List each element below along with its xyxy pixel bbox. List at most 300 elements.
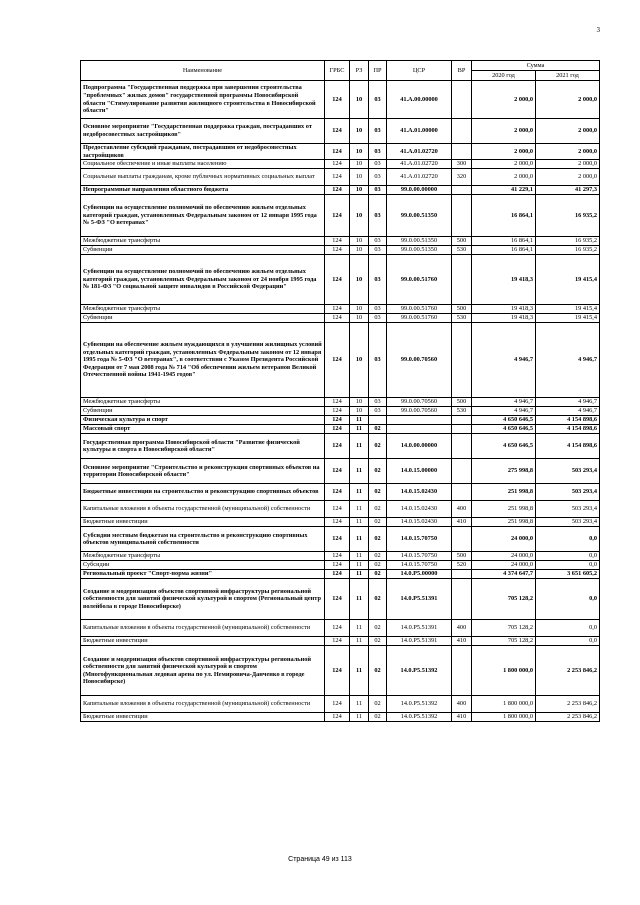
row-pr: 02 [369, 696, 387, 713]
row-grbs: 124 [325, 518, 350, 527]
row-name: Капитальные вложения в объекты государственной (муниципальной) собственности [81, 696, 325, 713]
row-rz: 11 [350, 579, 369, 620]
row-sum-2020: 2 000,0 [472, 81, 536, 119]
row-sum-2020: 251 998,8 [472, 501, 536, 518]
table-row [81, 459, 600, 484]
row-sum-2021: 2 253 846,2 [536, 713, 600, 722]
row-vr [452, 570, 472, 579]
row-rz: 10 [350, 81, 369, 119]
row-name: Капитальные вложения в объекты государственной (муниципальной) собственности [81, 620, 325, 637]
row-csr: 41.А.01.02720 [387, 169, 452, 186]
row-sum-2021: 4 154 898,6 [536, 434, 600, 459]
row-rz: 11 [350, 620, 369, 637]
row-vr [452, 425, 472, 434]
row-sum-2020: 4 946,7 [472, 323, 536, 398]
row-sum-2020: 19 418,3 [472, 305, 536, 314]
table-row [81, 570, 600, 579]
row-vr: 410 [452, 518, 472, 527]
row-name: Субвенции [81, 407, 325, 416]
row-csr: 14.0.P5.51391 [387, 637, 452, 646]
table-row [81, 416, 600, 425]
row-vr: 320 [452, 169, 472, 186]
row-pr: 03 [369, 186, 387, 195]
row-vr: 500 [452, 305, 472, 314]
row-pr: 02 [369, 561, 387, 570]
row-pr: 02 [369, 484, 387, 501]
row-grbs: 124 [325, 459, 350, 484]
row-csr: 99.0.00.51760 [387, 305, 452, 314]
row-rz: 11 [350, 696, 369, 713]
row-rz: 10 [350, 144, 369, 160]
row-pr: 03 [369, 314, 387, 323]
row-grbs: 124 [325, 255, 350, 305]
row-rz: 10 [350, 237, 369, 246]
row-vr [452, 527, 472, 552]
row-csr: 14.0.P5.51392 [387, 646, 452, 696]
row-csr: 99.0.00.51350 [387, 246, 452, 255]
row-vr [452, 81, 472, 119]
row-vr [452, 255, 472, 305]
row-name: Межбюджетные трансферты [81, 305, 325, 314]
row-sum-2020: 705 128,2 [472, 579, 536, 620]
row-csr [387, 416, 452, 425]
row-vr [452, 579, 472, 620]
row-vr: 530 [452, 246, 472, 255]
row-pr: 02 [369, 527, 387, 552]
row-name: Субвенции на осуществление полномочий по обеспечению жильем отдельных категорий граждан, установленных Федеральным законом от 24 ноября 1995 года № 181-ФЗ "О социальной защите инвалидов в Российской Федерации" [81, 255, 325, 305]
row-sum-2021: 503 293,4 [536, 501, 600, 518]
row-pr: 02 [369, 434, 387, 459]
row-pr [369, 416, 387, 425]
row-rz: 10 [350, 195, 369, 237]
row-name: Основное мероприятие "Государственная поддержка граждан, пострадавших от недобросовестных застройщиков" [81, 119, 325, 144]
row-sum-2021: 2 000,0 [536, 119, 600, 144]
row-vr: 530 [452, 407, 472, 416]
row-pr: 03 [369, 407, 387, 416]
row-sum-2021: 4 946,7 [536, 323, 600, 398]
row-sum-2020: 16 864,1 [472, 246, 536, 255]
row-vr [452, 484, 472, 501]
row-rz: 11 [350, 484, 369, 501]
header-vr: ВР [452, 61, 472, 81]
row-name: Создание и модернизация объектов спортивной инфраструктуры региональной собственности для занятий физической культурой и спортом (Региональный центр волейбола в городе Новосибирске) [81, 579, 325, 620]
row-vr: 400 [452, 501, 472, 518]
row-sum-2021: 2 253 846,2 [536, 696, 600, 713]
table-row [81, 620, 600, 637]
row-grbs: 124 [325, 696, 350, 713]
row-pr: 03 [369, 246, 387, 255]
row-rz: 11 [350, 561, 369, 570]
row-name: Социальное обеспечение и иные выплаты населению [81, 160, 325, 169]
row-csr: 99.0.00.51760 [387, 255, 452, 305]
row-grbs: 124 [325, 552, 350, 561]
row-sum-2020: 24 000,0 [472, 527, 536, 552]
row-name: Субсидии [81, 561, 325, 570]
row-vr [452, 186, 472, 195]
row-rz: 11 [350, 646, 369, 696]
row-grbs: 124 [325, 434, 350, 459]
row-name: Создание и модернизация объектов спортивной инфраструктуры региональной собственности для занятий физической культурой и спортом (Многофункциональная ледовая арена по ул. Немировича-Данченко в городе Новосибирске) [81, 646, 325, 696]
row-csr: 14.0.P5.51391 [387, 620, 452, 637]
row-vr: 410 [452, 637, 472, 646]
table-row [81, 323, 600, 398]
page-number: 3 [596, 26, 600, 34]
row-pr: 02 [369, 518, 387, 527]
row-grbs: 124 [325, 323, 350, 398]
row-csr: 99.0.00.70560 [387, 398, 452, 407]
row-grbs: 124 [325, 246, 350, 255]
header-year-2021: 2021 год [536, 71, 600, 81]
row-sum-2021: 0,0 [536, 561, 600, 570]
row-name: Государственная программа Новосибирской области "Развитие физической культуры и спорта в Новосибирской области" [81, 434, 325, 459]
row-vr [452, 195, 472, 237]
row-pr: 03 [369, 255, 387, 305]
row-csr: 14.0.15.02430 [387, 518, 452, 527]
row-sum-2020: 2 000,0 [472, 169, 536, 186]
row-name: Бюджетные инвестиции на строительство и реконструкцию спортивных объектов [81, 484, 325, 501]
row-grbs: 124 [325, 195, 350, 237]
row-sum-2021: 41 297,3 [536, 186, 600, 195]
table-row [81, 696, 600, 713]
row-name: Субвенции [81, 314, 325, 323]
row-csr: 14.0.15.70750 [387, 527, 452, 552]
row-grbs: 124 [325, 169, 350, 186]
row-vr [452, 459, 472, 484]
row-rz: 11 [350, 416, 369, 425]
row-csr: 14.0.P5.00000 [387, 570, 452, 579]
row-vr: 530 [452, 314, 472, 323]
row-vr: 500 [452, 237, 472, 246]
header-name: Наименование [81, 61, 325, 81]
row-csr: 14.0.15.70750 [387, 561, 452, 570]
row-vr: 400 [452, 696, 472, 713]
row-name: Региональный проект "Спорт-норма жизни" [81, 570, 325, 579]
row-csr: 41.А.01.02720 [387, 144, 452, 160]
row-csr: 14.0.15.02430 [387, 501, 452, 518]
row-sum-2021: 0,0 [536, 527, 600, 552]
row-sum-2021: 19 415,4 [536, 305, 600, 314]
row-sum-2020: 2 000,0 [472, 160, 536, 169]
table-row [81, 527, 600, 552]
row-sum-2021: 19 415,4 [536, 255, 600, 305]
row-sum-2021: 503 293,4 [536, 459, 600, 484]
row-rz: 11 [350, 501, 369, 518]
row-vr: 500 [452, 398, 472, 407]
row-rz: 10 [350, 169, 369, 186]
row-grbs: 124 [325, 620, 350, 637]
table-row [81, 237, 600, 246]
row-name: Субвенции на осуществление полномочий по обеспечению жильем отдельных категорий граждан, установленных Федеральным законом от 12 января 1995 года № 5-ФЗ "О ветеранах" [81, 195, 325, 237]
row-pr: 03 [369, 169, 387, 186]
row-sum-2021: 4 154 898,6 [536, 416, 600, 425]
row-grbs: 124 [325, 637, 350, 646]
row-grbs: 124 [325, 314, 350, 323]
row-sum-2020: 1 800 000,0 [472, 713, 536, 722]
row-grbs: 124 [325, 160, 350, 169]
table-row [81, 518, 600, 527]
row-sum-2020: 1 800 000,0 [472, 696, 536, 713]
row-name: Непрограммные направления областного бюджета [81, 186, 325, 195]
row-sum-2020: 19 418,3 [472, 314, 536, 323]
row-sum-2020: 705 128,2 [472, 637, 536, 646]
row-sum-2021: 3 651 605,2 [536, 570, 600, 579]
row-sum-2020: 4 946,7 [472, 398, 536, 407]
row-vr: 400 [452, 620, 472, 637]
row-sum-2020: 16 864,1 [472, 237, 536, 246]
row-sum-2020: 24 000,0 [472, 561, 536, 570]
row-rz: 11 [350, 570, 369, 579]
row-csr: 41.А.00.00000 [387, 81, 452, 119]
row-rz: 10 [350, 160, 369, 169]
row-pr: 03 [369, 119, 387, 144]
row-pr: 03 [369, 81, 387, 119]
row-grbs: 124 [325, 119, 350, 144]
table-body [81, 81, 600, 722]
row-grbs: 124 [325, 484, 350, 501]
row-grbs: 124 [325, 713, 350, 722]
row-csr: 99.0.00.00000 [387, 186, 452, 195]
row-rz: 11 [350, 527, 369, 552]
row-sum-2020: 24 000,0 [472, 552, 536, 561]
row-sum-2020: 2 000,0 [472, 119, 536, 144]
row-name: Бюджетные инвестиции [81, 637, 325, 646]
row-name: Капитальные вложения в объекты государственной (муниципальной) собственности [81, 501, 325, 518]
row-sum-2020: 4 650 646,5 [472, 434, 536, 459]
row-vr: 410 [452, 713, 472, 722]
row-pr: 02 [369, 459, 387, 484]
row-grbs: 124 [325, 527, 350, 552]
row-vr [452, 434, 472, 459]
row-name: Бюджетные инвестиции [81, 713, 325, 722]
row-pr: 03 [369, 160, 387, 169]
table-row [81, 305, 600, 314]
row-pr: 03 [369, 195, 387, 237]
header-sum: Сумма [472, 61, 600, 71]
row-csr: 14.0.15.70750 [387, 552, 452, 561]
row-pr: 03 [369, 398, 387, 407]
row-rz: 10 [350, 323, 369, 398]
row-csr: 14.0.00.00000 [387, 434, 452, 459]
row-pr: 02 [369, 637, 387, 646]
row-rz: 11 [350, 637, 369, 646]
row-name: Субвенции [81, 246, 325, 255]
header-pr: ПР [369, 61, 387, 81]
row-sum-2021: 503 293,4 [536, 518, 600, 527]
row-sum-2020: 4 650 646,5 [472, 425, 536, 434]
row-vr: 300 [452, 160, 472, 169]
row-grbs: 124 [325, 425, 350, 434]
table-row [81, 398, 600, 407]
table-row [81, 552, 600, 561]
row-csr: 14.0.P5.51392 [387, 713, 452, 722]
row-name: Межбюджетные трансферты [81, 398, 325, 407]
table-row [81, 484, 600, 501]
table-row [81, 425, 600, 434]
row-sum-2021: 2 000,0 [536, 81, 600, 119]
row-csr: 14.0.P5.51391 [387, 579, 452, 620]
row-rz: 11 [350, 459, 369, 484]
row-rz: 11 [350, 518, 369, 527]
row-csr: 99.0.00.70560 [387, 323, 452, 398]
row-vr [452, 119, 472, 144]
row-rz: 11 [350, 713, 369, 722]
table-row [81, 561, 600, 570]
table-row [81, 195, 600, 237]
table-row [81, 501, 600, 518]
row-grbs: 124 [325, 407, 350, 416]
row-grbs: 124 [325, 561, 350, 570]
table-row [81, 314, 600, 323]
row-sum-2021: 2 000,0 [536, 160, 600, 169]
budget-table [80, 60, 600, 722]
row-name: Подпрограмма "Государственная поддержка при завершении строительства "проблемных" жилых домов" государственной программы Новосибирской области "Стимулирование развития жилищного строительства в Новосибирской области" [81, 81, 325, 119]
row-sum-2021: 0,0 [536, 579, 600, 620]
row-rz: 10 [350, 407, 369, 416]
row-csr: 14.0.P5.51392 [387, 696, 452, 713]
row-sum-2021: 0,0 [536, 552, 600, 561]
row-grbs: 124 [325, 570, 350, 579]
row-sum-2020: 4 650 646,5 [472, 416, 536, 425]
row-csr: 99.0.00.70560 [387, 407, 452, 416]
table-row [81, 713, 600, 722]
table-row [81, 160, 600, 169]
row-rz: 10 [350, 305, 369, 314]
row-vr [452, 646, 472, 696]
row-sum-2021: 19 415,4 [536, 314, 600, 323]
row-sum-2021: 16 935,2 [536, 195, 600, 237]
table-row [81, 169, 600, 186]
table-row [81, 255, 600, 305]
row-csr: 99.0.00.51350 [387, 195, 452, 237]
row-vr [452, 416, 472, 425]
row-sum-2021: 0,0 [536, 637, 600, 646]
header-rz: РЗ [350, 61, 369, 81]
table-row [81, 434, 600, 459]
row-csr: 99.0.00.51350 [387, 237, 452, 246]
row-sum-2021: 4 154 898,6 [536, 425, 600, 434]
row-pr: 02 [369, 501, 387, 518]
row-rz: 10 [350, 255, 369, 305]
row-pr: 02 [369, 425, 387, 434]
row-rz: 11 [350, 552, 369, 561]
row-name: Субсидии местным бюджетам на строительство и реконструкцию спортивных объектов муниципальной собственности [81, 527, 325, 552]
row-pr: 03 [369, 323, 387, 398]
header-grbs: ГРБС [325, 61, 350, 81]
row-pr: 02 [369, 570, 387, 579]
row-rz: 10 [350, 119, 369, 144]
row-name: Межбюджетные трансферты [81, 552, 325, 561]
row-sum-2020: 41 229,1 [472, 186, 536, 195]
row-name: Бюджетные инвестиции [81, 518, 325, 527]
row-sum-2021: 2 000,0 [536, 144, 600, 160]
row-vr [452, 323, 472, 398]
row-name: Социальные выплаты гражданам, кроме публичных нормативных социальных выплат [81, 169, 325, 186]
row-sum-2020: 275 998,8 [472, 459, 536, 484]
row-sum-2021: 503 293,4 [536, 484, 600, 501]
row-pr: 03 [369, 237, 387, 246]
row-pr: 03 [369, 144, 387, 160]
row-name: Физическая культура и спорт [81, 416, 325, 425]
header-csr: ЦСР [387, 61, 452, 81]
row-vr: 500 [452, 552, 472, 561]
row-name: Субвенции на обеспечение жильем нуждающихся в улучшении жилищных условий отдельных категорий граждан, установленных Федеральным законом от 12 января 1995 года № 5-ФЗ "О ветеранах", в соответствии с Указом Президента Российской Федерации от 7 мая 2008 года № 714 "Об обеспечении жильем ветеранов Великой Отечественной войны 1941-1945 годов" [81, 323, 325, 398]
row-name: Предоставление субсидий гражданам, пострадавшим от недобросовестных застройщиков [81, 144, 325, 160]
row-sum-2020: 4 946,7 [472, 407, 536, 416]
row-csr: 41.А.01.00000 [387, 119, 452, 144]
row-grbs: 124 [325, 237, 350, 246]
row-vr [452, 144, 472, 160]
row-sum-2021: 0,0 [536, 620, 600, 637]
row-pr: 02 [369, 579, 387, 620]
row-name: Основное мероприятие "Строительство и реконструкция спортивных объектов на территории Новосибирской области" [81, 459, 325, 484]
table-row [81, 407, 600, 416]
row-sum-2020: 251 998,8 [472, 518, 536, 527]
row-csr: 99.0.00.51760 [387, 314, 452, 323]
row-sum-2021: 16 935,2 [536, 246, 600, 255]
table-row [81, 81, 600, 119]
row-csr [387, 425, 452, 434]
row-sum-2021: 2 253 846,2 [536, 646, 600, 696]
row-rz: 11 [350, 425, 369, 434]
header-year-2020: 2020 год [472, 71, 536, 81]
row-name: Межбюджетные трансферты [81, 237, 325, 246]
row-sum-2020: 251 998,8 [472, 484, 536, 501]
table-row [81, 144, 600, 160]
page-footer: Страница 49 из 113 [288, 856, 352, 863]
row-sum-2021: 2 000,0 [536, 169, 600, 186]
row-sum-2021: 16 935,2 [536, 237, 600, 246]
row-grbs: 124 [325, 305, 350, 314]
row-rz: 11 [350, 434, 369, 459]
table-row [81, 186, 600, 195]
row-grbs: 124 [325, 398, 350, 407]
row-grbs: 124 [325, 186, 350, 195]
row-sum-2021: 4 946,7 [536, 398, 600, 407]
row-rz: 10 [350, 186, 369, 195]
row-csr: 14.0.15.02430 [387, 484, 452, 501]
row-sum-2020: 4 374 647,7 [472, 570, 536, 579]
row-name: Массовый спорт [81, 425, 325, 434]
row-grbs: 124 [325, 81, 350, 119]
row-grbs: 124 [325, 646, 350, 696]
row-csr: 41.А.01.02720 [387, 160, 452, 169]
row-pr: 02 [369, 713, 387, 722]
table-row [81, 246, 600, 255]
row-grbs: 124 [325, 579, 350, 620]
table-row [81, 579, 600, 620]
table-row [81, 119, 600, 144]
row-grbs: 124 [325, 144, 350, 160]
row-vr: 520 [452, 561, 472, 570]
row-pr: 02 [369, 646, 387, 696]
row-rz: 10 [350, 246, 369, 255]
row-sum-2020: 19 418,3 [472, 255, 536, 305]
row-sum-2020: 1 800 000,0 [472, 646, 536, 696]
table-row [81, 646, 600, 696]
row-sum-2021: 4 946,7 [536, 407, 600, 416]
row-sum-2020: 16 864,1 [472, 195, 536, 237]
row-grbs: 124 [325, 416, 350, 425]
row-pr: 02 [369, 552, 387, 561]
row-pr: 02 [369, 620, 387, 637]
row-grbs: 124 [325, 501, 350, 518]
row-csr: 14.0.15.00000 [387, 459, 452, 484]
row-pr: 03 [369, 305, 387, 314]
table-row [81, 637, 600, 646]
row-sum-2020: 705 128,2 [472, 620, 536, 637]
row-sum-2020: 2 000,0 [472, 144, 536, 160]
row-rz: 10 [350, 314, 369, 323]
